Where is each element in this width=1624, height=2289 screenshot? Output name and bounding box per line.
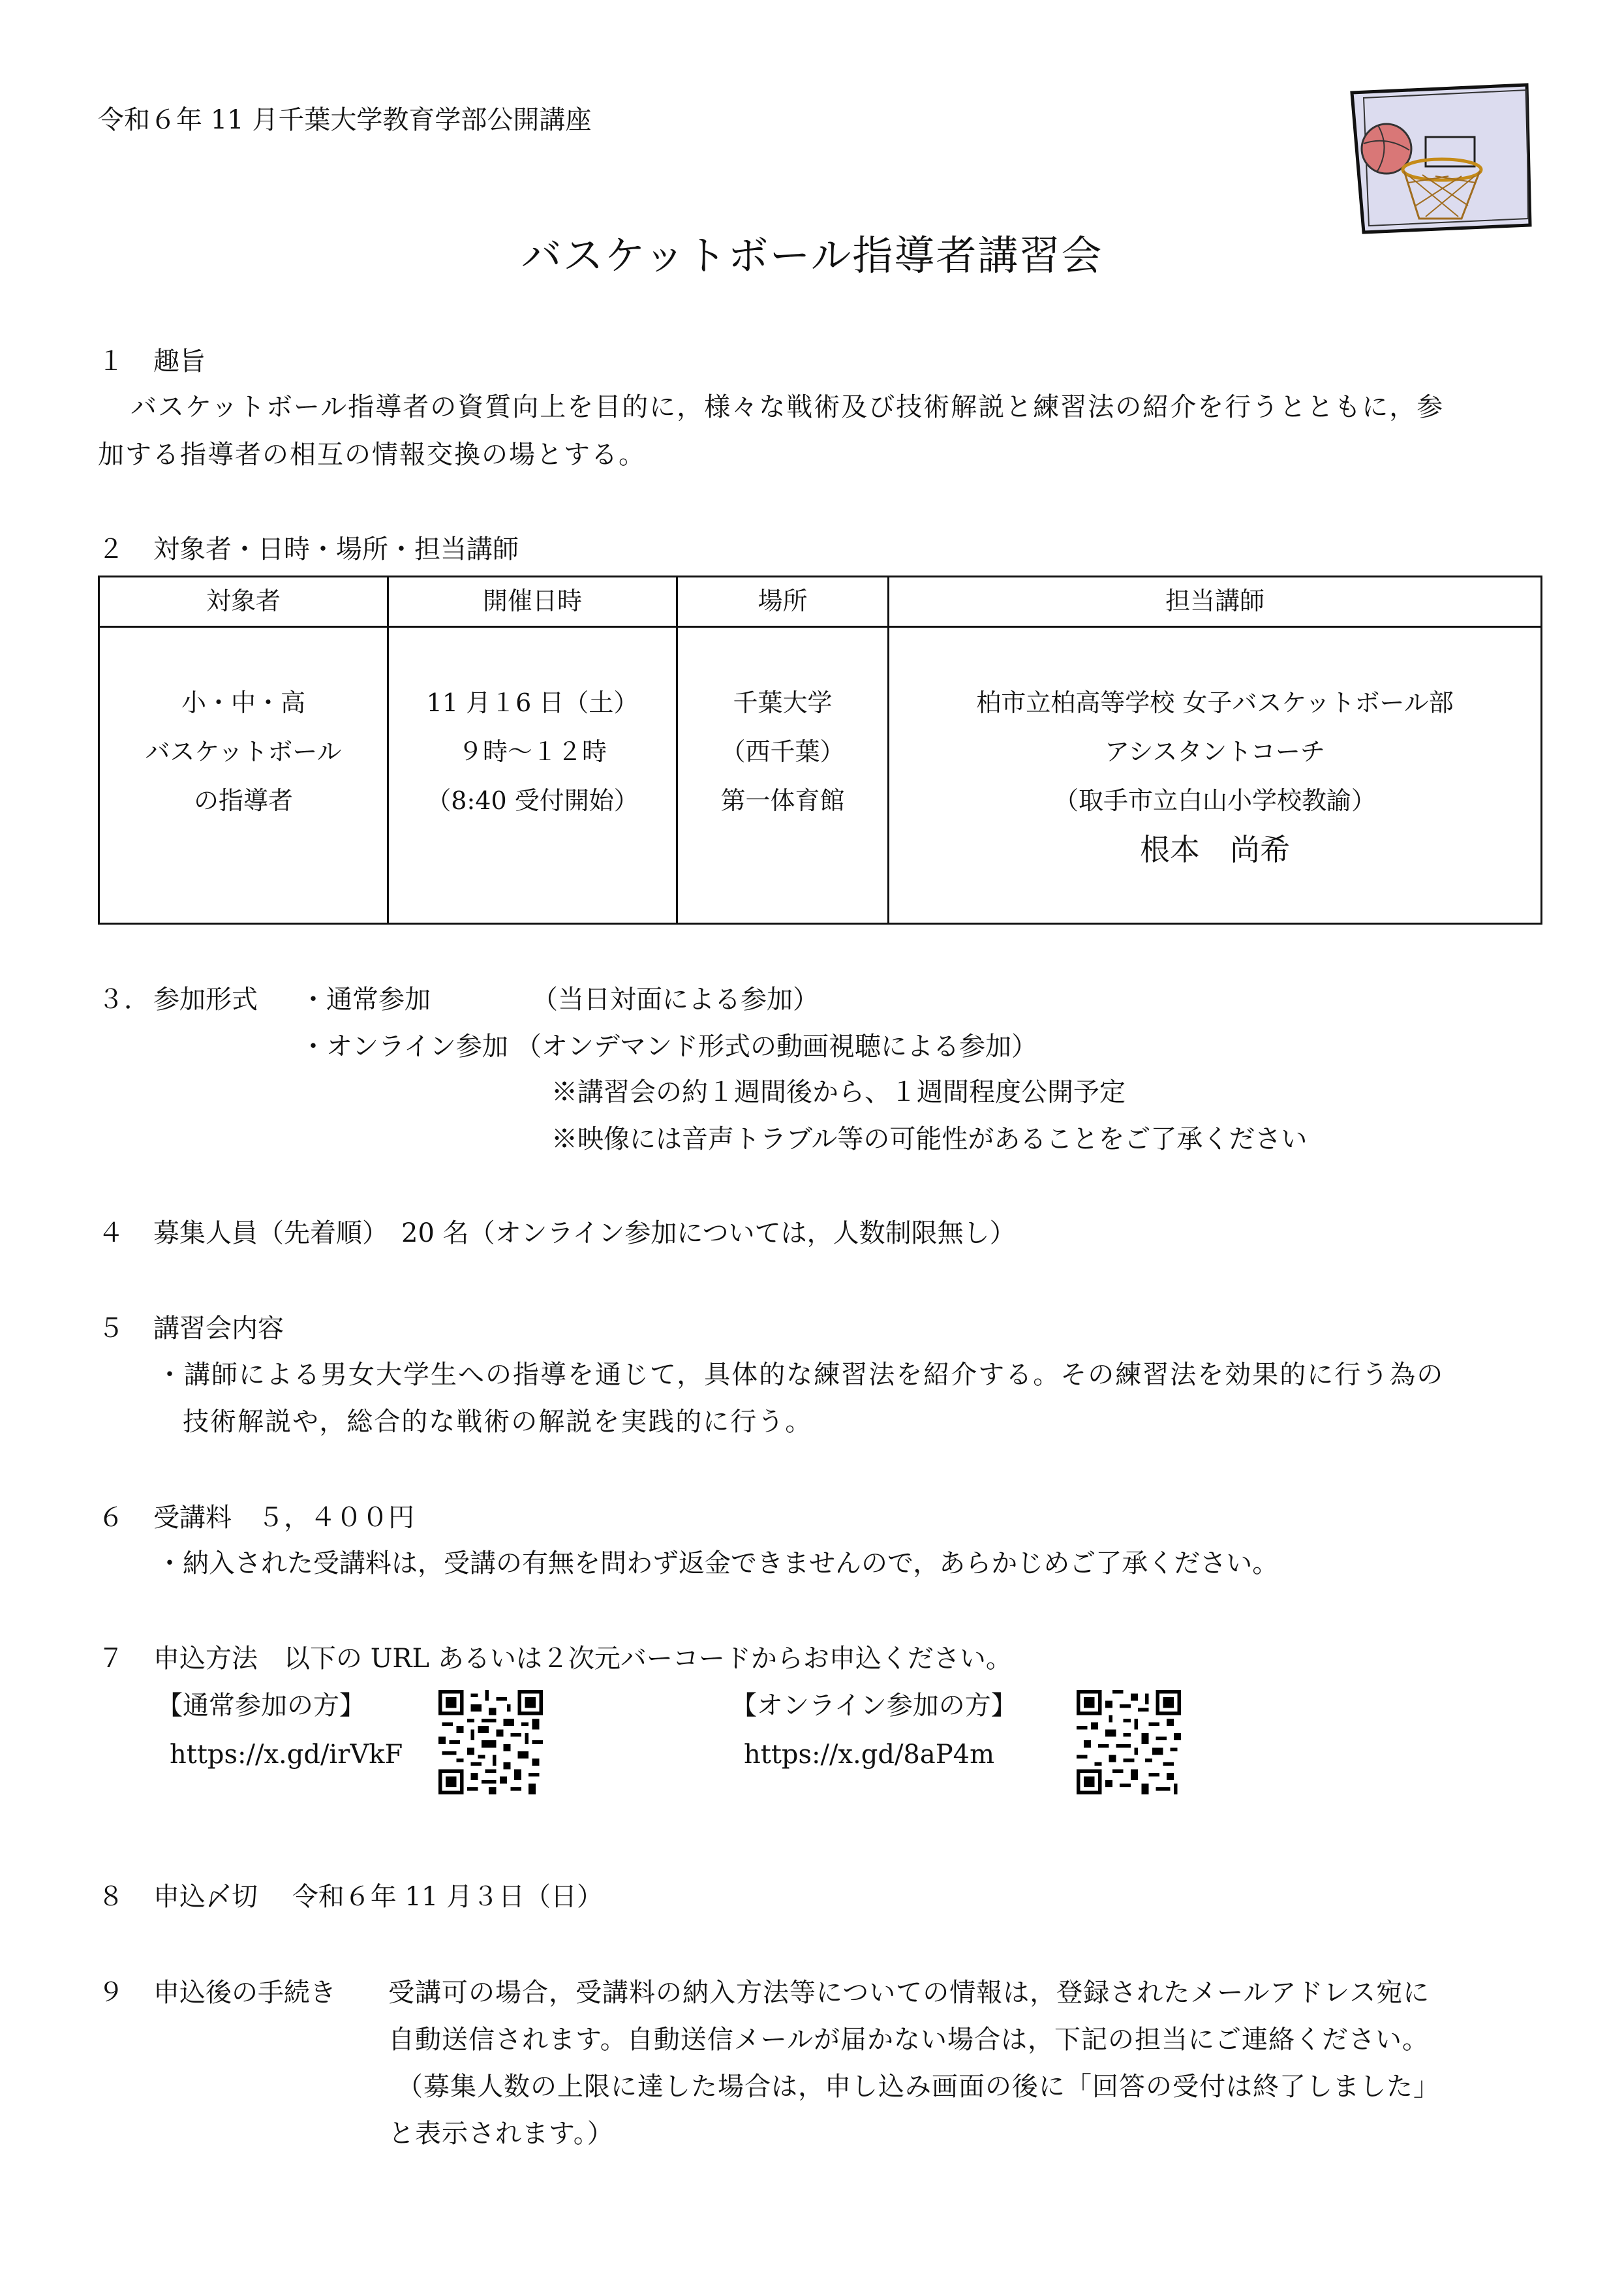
section-3-heading bbox=[98, 984, 258, 1015]
section-2-heading bbox=[98, 534, 519, 565]
section-number: ２ bbox=[98, 534, 124, 564]
table-row bbox=[99, 627, 1542, 924]
option-regular-desc: （当日対面による参加） bbox=[532, 985, 819, 1015]
section-number: ６ bbox=[98, 1503, 124, 1533]
place-cell bbox=[677, 627, 889, 924]
table-header-row bbox=[99, 577, 1542, 627]
procedure-line-4: と表示されます。） bbox=[388, 2119, 614, 2149]
cell-text: （8:40 受付開始） bbox=[426, 786, 639, 815]
cell-text: アシスタントコーチ bbox=[1105, 737, 1325, 766]
section-4-line bbox=[98, 1218, 1016, 1249]
procedure-line-2: 自動送信されます。自動送信メールが届かない場合は，下記の担当にご連絡ください。 bbox=[388, 2025, 1429, 2055]
section-8-line bbox=[98, 1881, 603, 1913]
section-title: 参加形式 bbox=[153, 985, 258, 1015]
cell-text: （西千葉） bbox=[720, 737, 845, 766]
cell-text: 千葉大学 bbox=[733, 688, 833, 717]
organizer-line: 令和６年 11 月千葉大学教育学部公開講座 bbox=[98, 105, 592, 135]
online-note-1: ※講習会の約１週間後から、１週間程度公開予定 bbox=[551, 1077, 1126, 1107]
section-number: ５ bbox=[98, 1313, 124, 1344]
cell-text: 小・中・高 bbox=[181, 688, 305, 717]
regular-apply-label: 【通常参加の方】 bbox=[157, 1691, 365, 1721]
section-number: ７ bbox=[98, 1644, 124, 1674]
section-9-heading bbox=[98, 1977, 336, 2008]
basketball-hoop-icon bbox=[1338, 78, 1540, 241]
option-online-label: ・オンライン参加 bbox=[300, 1032, 508, 1062]
section-7-heading bbox=[98, 1643, 1012, 1674]
cell-text: 11 月１6 日（土） bbox=[426, 688, 639, 717]
capacity-text: 募集人員（先着順） 20 名（オンライン参加については，人数制限無し） bbox=[153, 1218, 1016, 1248]
section-title: 講習会内容 bbox=[153, 1313, 284, 1344]
table-header: 開催日時 bbox=[388, 577, 677, 627]
purpose-line-1: バスケットボール指導者の資質向上を目的に，様々な戦術及び技術解説と練習法の紹介を行うとともに，参 bbox=[130, 392, 1445, 422]
section-number: ３． bbox=[98, 985, 150, 1015]
section-title: 申込後の手続き bbox=[153, 1978, 336, 2008]
option-online-desc: （オンデマンド形式の動画視聴による参加） bbox=[515, 1032, 1037, 1062]
cell-text: の指導者 bbox=[193, 786, 293, 815]
purpose-line-2: 加する指導者の相互の情報交換の場とする。 bbox=[98, 440, 646, 470]
qr-code-icon[interactable] bbox=[438, 1690, 543, 1794]
section-title: 申込方法 以下の URL あるいは２次元バーコードからお申込ください。 bbox=[153, 1644, 1012, 1674]
deadline-text: 申込〆切 令和６年 11 月３日（日） bbox=[153, 1882, 604, 1912]
cell-text: （取手市立白山小学校教諭） bbox=[1053, 786, 1376, 815]
schedule-table bbox=[98, 576, 1542, 925]
online-note-2: ※映像には音声トラブル等の可能性があることをご了承ください bbox=[551, 1124, 1308, 1154]
section-title: 趣旨 bbox=[153, 346, 206, 376]
online-apply-label: 【オンライン参加の方】 bbox=[731, 1691, 1017, 1721]
content-line-1: ・講師による男女大学生への指導を通じて，具体的な練習法を紹介する。その練習法を効果的に行う為の bbox=[157, 1360, 1445, 1390]
cell-text: バスケットボール bbox=[145, 737, 342, 766]
cell-text: 第一体育館 bbox=[720, 786, 845, 815]
cell-text: ９時～１２時 bbox=[457, 737, 607, 766]
regular-apply-url[interactable]: https://x.gd/irVkF bbox=[170, 1740, 403, 1770]
section-title: 対象者・日時・場所・担当講師 bbox=[153, 534, 519, 564]
option-regular-label: ・通常参加 bbox=[300, 985, 431, 1015]
instructor-name: 根本 尚希 bbox=[1140, 832, 1290, 867]
procedure-line-3: （募集人数の上限に達した場合は，申し込み画面の後に「回答の受付は終了しました」 bbox=[397, 2072, 1440, 2102]
section-1-heading bbox=[98, 346, 206, 377]
instructor-cell bbox=[889, 627, 1542, 924]
table-header: 対象者 bbox=[99, 577, 388, 627]
section-number: ９ bbox=[98, 1978, 124, 2008]
procedure-line-1: 受講可の場合，受講料の納入方法等についての情報は，登録されたメールアドレス宛に bbox=[388, 1978, 1430, 2008]
target-cell bbox=[99, 627, 388, 924]
content-line-2: 技術解説や，総合的な戦術の解説を実践的に行う。 bbox=[183, 1407, 813, 1437]
fee-note: ・納入された受講料は，受講の有無を問わず返金できませんので，あらかじめご了承ください。 bbox=[157, 1548, 1279, 1578]
online-apply-url[interactable]: https://x.gd/8aP4m bbox=[744, 1740, 995, 1770]
section-number: １ bbox=[98, 346, 124, 376]
table-header: 担当講師 bbox=[889, 577, 1542, 627]
fee-text: 受講料 ５，４００円 bbox=[153, 1503, 414, 1533]
section-6-heading bbox=[98, 1502, 414, 1533]
section-5-heading bbox=[98, 1313, 284, 1344]
datetime-cell bbox=[388, 627, 677, 924]
page-title: バスケットボール指導者講習会 bbox=[521, 232, 1103, 279]
cell-text: 柏市立柏高等学校 女子バスケットボール部 bbox=[976, 688, 1454, 717]
section-number: ８ bbox=[98, 1882, 124, 1912]
section-number: ４ bbox=[98, 1218, 124, 1248]
table-header: 場所 bbox=[677, 577, 889, 627]
qr-code-icon[interactable] bbox=[1077, 1690, 1181, 1794]
